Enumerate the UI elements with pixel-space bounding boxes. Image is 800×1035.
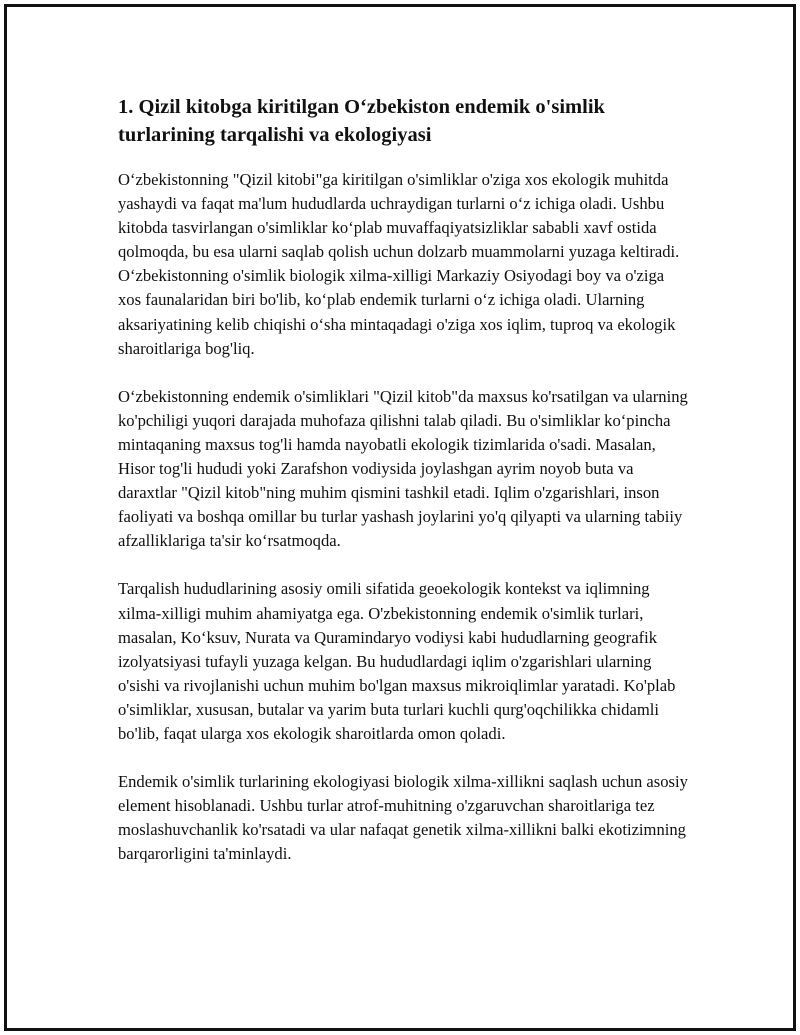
paragraph-2: Oʻzbekistonning endemik o'simliklari "Qizil kitob"da maxsus ko'rsatilgan va ularning ko'pchiligi yuqori darajada muhofaza qilishni talab qiladi. Bu o'simliklar koʻpincha mintaqaning maxsus tog'li hamda nayobatli ekologik tizimlarida o'sadi. Masalan, Hisor tog'li hududi yoki Zarafshon vodiysida joylashgan ayrim noyob buta va daraxtlar "Qizil kitob"ning muhim qismini tashkil etadi. Iqlim o'zgarishlari, inson faoliyati va boshqa omillar bu turlar yashash joylarini yo'q qilyapti va ularning tabiiy afzalliklariga ta'sir koʻrsatmoqda. [118, 386, 688, 551]
paragraph-3: Tarqalish hududlarining asosiy omili sifatida geoekologik kontekst va iqlimning xilma-xilligi muhim ahamiyatga ega. O'zbekistonning endemik o'simlik turlari, masalan, Koʻksuv, Nurata va Quramindaryo vodiysi kabi hududlarning geografik izolyatsiyasi tufayli yuzaga kelgan. Bu hududlardagi iqlim o'zgarishlari ularning o'sishi va rivojlanishi uchun muhim bo'lgan maxsus mikroiqlimlar yaratadi. Ko'plab o'simliklar, xususan, butalar va yarim buta turlari kuchli qurg'oqchilikka chidamli bo'lib, faqat ularga xos ekologik sharoitlarda omon qoladi. [118, 579, 676, 743]
paragraph-4: Endemik o'simlik turlarining ekologiyasi biologik xilma-xillikni saqlash uchun asosiy element hisoblanadi. Ushbu turlar atrof-muhitning o'zgaruvchan sharoitlariga tez moslashuvchanlik ko'rsatadi va ular nafaqat genetik xilma-xillikni balki ekotizimning barqarorligini ta'minlaydi. [118, 772, 688, 864]
paragraph-1: Oʻzbekistonning "Qizil kitobi"ga kiritilgan o'simliklar o'ziga xos ekologik muhitda yashaydi va faqat ma'lum hududlarda uchraydigan turlarni oʻz ichiga oladi. Ushbu kitobda tasvirlangan o'simliklar koʻplab muvaffaqiyatsizliklar sababli xavf ostida qolmoqda, bu esa ularni saqlab qolish uchun dolzarb muammolarni yuzaga keltiradi. Oʻzbekistonning o'simlik biologik xilma-xilligi Markaziy Osiyodagi boy va o'ziga xos faunalaridan biri bo'lib, koʻplab endemik turlarni oʻz ichiga oladi. Ularning aksariyatining kelib chiqishi oʻsha mintaqadagi o'ziga xos iqlim, tuproq va ekologik sharoitlariga bog'liq. [118, 170, 680, 358]
document-body [118, 93, 688, 890]
document-title: 1. Qizil kitobga kiritilgan Oʻzbekiston endemik o'simlik turlarining tarqalishi va ekologiyasi [118, 96, 605, 146]
